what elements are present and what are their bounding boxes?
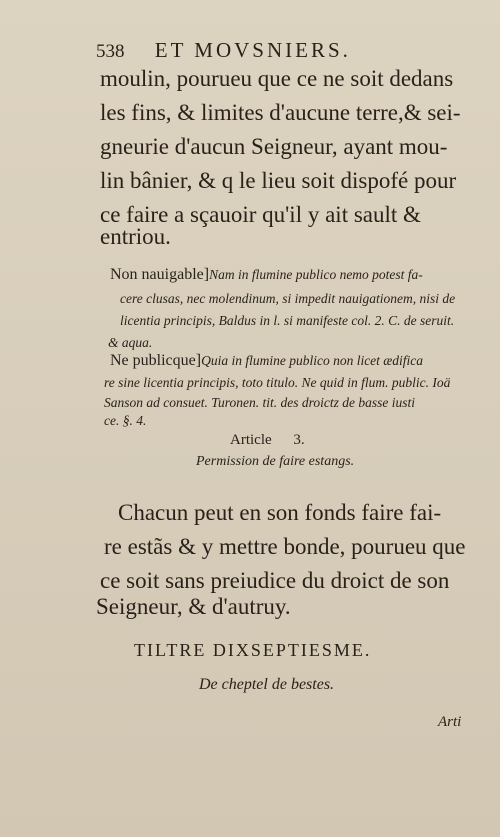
note-text: Quia in flumine publico non licet ædifica: [201, 353, 424, 368]
title-subheading: De cheptel de bestes.: [199, 676, 335, 693]
running-title: ET MOVSNIERS.: [154, 38, 351, 62]
note-lead: Non nauigable]: [110, 266, 210, 283]
body-line: Seigneur, & d'autruy.: [96, 594, 291, 619]
note-text: Sanson ad consuet. Turonen. tit. des droictz de basse iusti: [104, 395, 415, 410]
running-header: [96, 38, 351, 63]
note-lead: Ne publicque]: [110, 352, 202, 369]
article-number: 3.: [293, 432, 305, 448]
note-line: [120, 310, 454, 331]
note-text: re sine licentia principis, toto titulo. Ne quid in flum. public. Ioä: [104, 375, 451, 390]
note-text: Nam in flumine publico nemo potest fa-: [209, 267, 423, 282]
note-line: [110, 350, 423, 371]
catchword: Arti: [438, 714, 462, 730]
body-line: gneurie d'aucun Seigneur, ayant mou-: [100, 134, 448, 159]
note-line: [104, 392, 415, 413]
article-heading: [230, 432, 305, 449]
note-line: [104, 372, 450, 393]
article-label: Article: [230, 432, 272, 448]
body-line: re estãs & y mettre bonde, pourueu que: [104, 534, 466, 559]
note-text: & aqua.: [108, 335, 153, 350]
title-heading: TILTRE DIXSEPTIESME.: [134, 640, 372, 660]
body-line: moulin, pourueu que ce ne soit dedans: [100, 66, 454, 91]
note-line: [104, 410, 146, 431]
note-line: [120, 288, 455, 309]
article-subtitle: Permission de faire estangs.: [196, 454, 355, 469]
body-line: ce soit sans preiudice du droict de son: [100, 568, 450, 593]
note-line: [110, 264, 423, 285]
body-line: lin bânier, & q le lieu soit dispofé pour: [100, 168, 457, 193]
note-text: licentia principis, Baldus in l. si manifeste col. 2. C. de seruit.: [120, 313, 455, 328]
note-text: ce. §. 4.: [104, 413, 147, 428]
page-number: 538: [96, 41, 125, 62]
body-line: ce faire a sçauoir qu'il y ait sault &: [100, 202, 421, 227]
body-line: entriou.: [100, 224, 171, 249]
note-text: cere clusas, nec molendinum, si impedit nauigationem, nisi de: [120, 291, 456, 306]
body-line: Chacun peut en son fonds faire fai-: [118, 500, 442, 525]
body-line: les fins, & limites d'aucune terre,& sei-: [100, 100, 461, 125]
